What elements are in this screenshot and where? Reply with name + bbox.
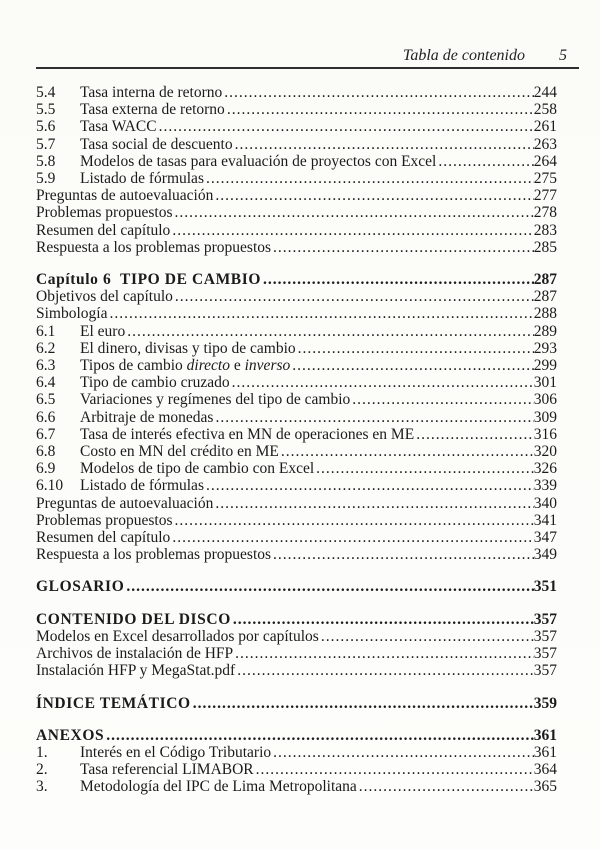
toc-leader-dots (414, 426, 534, 443)
toc-entry (36, 323, 557, 340)
toc-entry-page: 285 (533, 238, 557, 256)
toc-entry (36, 645, 557, 662)
toc-entry-number: 1. (36, 743, 48, 761)
toc-leader-dots (319, 628, 534, 645)
toc-entry (36, 529, 557, 546)
toc-entry-page: 306 (533, 391, 557, 409)
toc-entry-page: 357 (533, 662, 557, 680)
toc-section-capitulo-6 (36, 271, 557, 563)
toc-entry (36, 662, 557, 679)
toc-entry-number: 5.7 (36, 135, 56, 153)
toc-entry (36, 495, 557, 512)
header-page-number: 5 (559, 47, 567, 64)
toc-leader-dots (173, 288, 534, 305)
toc-entry (36, 578, 557, 595)
toc-entry-number: 6.6 (36, 408, 56, 426)
toc-entry-page: 263 (533, 135, 557, 153)
toc-leader-dots (231, 611, 534, 628)
toc-entry-label: Respuesta a los problemas propuestos (36, 546, 272, 564)
toc-entry-label: Preguntas de autoevaluación (36, 494, 214, 512)
toc-section-capitulo-5-cont (36, 84, 557, 256)
toc-entry (36, 118, 557, 135)
toc-entry-number: 6.2 (36, 339, 56, 357)
toc-entry (36, 546, 557, 563)
toc-leader-dots (191, 695, 534, 712)
toc-entry-page: 320 (533, 443, 557, 461)
toc-entry-page: 361 (533, 743, 557, 761)
toc-entry-label: Arbitraje de monedas (80, 408, 214, 426)
toc-entry-label: Resumen del capítulo (36, 221, 171, 239)
toc-leader-dots (213, 409, 533, 426)
toc-entry-label: Tasa interna de retorno (80, 84, 223, 101)
toc-entry-number: 6.8 (36, 443, 56, 461)
toc-entry-label: Tasa de interés efectiva en MN de operaciones en ME (80, 425, 415, 443)
toc-leader-dots (230, 374, 534, 391)
toc-entry-page: 287 (533, 271, 557, 289)
toc-entry-label: Tasa social de descuento (80, 135, 233, 153)
toc-entry-label: CONTENIDO DEL DISCO (36, 610, 231, 628)
toc-entry (36, 611, 557, 628)
toc-entry-page: 277 (533, 187, 557, 205)
toc-entry (36, 340, 557, 357)
toc-leader-dots (436, 153, 533, 170)
toc-entry-number: 6.3 (36, 357, 56, 375)
toc-entry (36, 443, 557, 460)
toc-leader-dots (170, 222, 533, 239)
toc-entry-label: Problemas propuestos (36, 511, 173, 529)
toc-leader-dots (296, 340, 534, 357)
toc-entry (36, 426, 557, 443)
toc-entry (36, 391, 557, 408)
toc-entry-label: Tipos de cambio directo e inverso (80, 357, 291, 375)
toc-entry (36, 460, 557, 477)
toc-entry-page: 275 (533, 170, 557, 188)
toc-entry (36, 153, 557, 170)
toc-leader-dots (271, 744, 534, 761)
toc-entry (36, 761, 557, 778)
toc-section-contenido-del-disco (36, 611, 557, 680)
toc-entry-page: 287 (533, 288, 557, 306)
toc-leader-dots (225, 101, 534, 118)
toc-entry-page: 301 (533, 374, 557, 392)
toc-entry-label: Simbología (36, 305, 108, 323)
toc-entry-number: 2. (36, 761, 48, 779)
toc-entry (36, 288, 557, 305)
toc-entry (36, 695, 557, 712)
toc-entry-label: Problemas propuestos (36, 204, 173, 222)
toc-leader-dots (172, 512, 533, 529)
toc-entry-page: 365 (533, 778, 557, 796)
toc-entry-page: 357 (533, 645, 557, 663)
running-header-title: Tabla de contenido (402, 47, 525, 64)
toc-section-indice-tematico (36, 695, 557, 712)
toc-leader-dots (233, 645, 534, 662)
toc-entry-label: Instalación HFP y MegaStat.pdf (36, 662, 236, 680)
toc-entry-number: 5.8 (36, 152, 56, 170)
toc-entry-label: Modelos de tasas para evaluación de proyectos con Excel (80, 152, 437, 170)
toc-entry-label: El dinero, divisas y tipo de cambio (80, 339, 296, 357)
toc-entry-label: Respuesta a los problemas propuestos (36, 238, 272, 256)
toc-entry-page: 288 (533, 305, 557, 323)
toc-leader-dots (314, 460, 534, 477)
toc-leader-dots (261, 271, 534, 288)
toc-entry (36, 357, 557, 374)
toc-entry (36, 305, 557, 322)
toc-entry-page: 351 (533, 578, 557, 596)
toc-entry-label: GLOSARIO (36, 578, 125, 596)
toc-entry-page: 261 (533, 118, 557, 136)
toc-leader-dots (213, 495, 533, 512)
toc-leader-dots (357, 778, 534, 795)
toc-entry-page: 293 (533, 339, 557, 357)
toc-entry-label: ÍNDICE TEMÁTICO (36, 694, 191, 712)
toc-entry-number: 5.6 (36, 118, 56, 136)
toc-entry (36, 204, 557, 221)
toc-entry-label: Interés en el Código Tributario (80, 743, 272, 761)
toc-entry (36, 170, 557, 187)
toc-entry-label: Modelos de tipo de cambio con Excel (80, 460, 315, 478)
toc-entry-page: 326 (533, 460, 557, 478)
toc-entry-label: Metodología del IPC de Lima Metropolitana (80, 778, 357, 796)
toc-leader-dots (125, 323, 534, 340)
toc-leader-dots (271, 239, 534, 256)
toc-entry-page: 357 (533, 610, 557, 628)
toc-leader-dots (172, 204, 533, 221)
toc-entry-label: Tasa externa de retorno (80, 101, 225, 119)
toc-entry (36, 477, 557, 494)
toc-entry (36, 84, 557, 101)
toc-entry-label: Resumen del capítulo (36, 529, 171, 547)
toc-entry-label: Listado de fórmulas (80, 477, 204, 495)
toc-entry (36, 187, 557, 204)
toc-entry-number: 5.4 (36, 84, 56, 101)
toc-entry-number: 3. (36, 778, 48, 796)
toc-entry-page: 244 (533, 84, 557, 101)
toc-entry-page: 309 (533, 408, 557, 426)
toc-entry-label: ANEXOS (36, 726, 105, 744)
toc-entry-label: Archivos de instalación de HFP (36, 645, 234, 663)
toc-entry-page: 316 (533, 425, 557, 443)
toc-leader-dots (170, 529, 533, 546)
toc-entry-page: 258 (533, 101, 557, 119)
toc-entry-label: Tasa WACC (80, 118, 157, 136)
running-header (36, 46, 579, 65)
toc-entry-label: El euro (80, 322, 126, 340)
toc-leader-dots (222, 84, 534, 101)
toc-entry-number: 6.1 (36, 322, 56, 340)
toc-entry-page: 283 (533, 221, 557, 239)
toc-entry (36, 727, 557, 744)
toc-leader-dots (233, 136, 534, 153)
toc-entry-page: 361 (533, 726, 557, 744)
toc-entry (36, 239, 557, 256)
toc-entry-page: 264 (533, 152, 557, 170)
toc-entry-number: 6.10 (36, 477, 64, 495)
toc-entry-label: Objetivos del capítulo (36, 288, 173, 306)
toc-entry-label: Capítulo 6 TIPO DE CAMBIO (36, 271, 262, 289)
toc-entry (36, 512, 557, 529)
toc-leader-dots (254, 761, 534, 778)
toc-entry (36, 409, 557, 426)
toc-entry-page: 349 (533, 546, 557, 564)
toc-entry-page: 357 (533, 627, 557, 645)
toc-leader-dots (124, 578, 533, 595)
toc-entry-number: 6.9 (36, 460, 56, 478)
toc-leader-dots (213, 187, 533, 204)
toc-leader-dots (204, 170, 534, 187)
toc-section-anexos (36, 727, 557, 796)
toc-leader-dots (104, 727, 534, 744)
toc-section-glosario (36, 578, 557, 595)
toc-entry-page: 341 (533, 511, 557, 529)
toc-entry-number: 5.9 (36, 170, 56, 188)
toc-entry-label: Costo en MN del crédito en ME (80, 443, 279, 461)
toc-entry-label: Modelos en Excel desarrollados por capítulos (36, 627, 319, 645)
toc-leader-dots (204, 477, 534, 494)
toc-entry-number: 6.7 (36, 425, 56, 443)
toc-leader-dots (290, 357, 533, 374)
toc-leader-dots (350, 391, 533, 408)
toc-entry (36, 222, 557, 239)
toc-leader-dots (279, 443, 534, 460)
toc-leader-dots (235, 662, 534, 679)
toc-entry-label: Tipo de cambio cruzado (80, 374, 230, 392)
toc-entry (36, 374, 557, 391)
toc-entry-page: 339 (533, 477, 557, 495)
toc-entry-page: 299 (533, 357, 557, 375)
toc-entry-number: 6.4 (36, 374, 56, 392)
toc-leader-dots (107, 305, 533, 322)
toc-entry (36, 778, 557, 795)
toc-leader-dots (157, 118, 534, 135)
toc-entry-label: Preguntas de autoevaluación (36, 187, 214, 205)
header-rule (36, 67, 579, 69)
toc-entry-page: 278 (533, 204, 557, 222)
toc-entry-label: Tasa referencial LIMABOR (80, 761, 254, 779)
toc-entry-page: 340 (533, 494, 557, 512)
toc-entry-label: Variaciones y regímenes del tipo de cambio (80, 391, 351, 409)
toc-leader-dots (271, 546, 534, 563)
toc-entry (36, 744, 557, 761)
toc-entry-number: 5.5 (36, 101, 56, 119)
toc-entry-page: 347 (533, 529, 557, 547)
toc-entry (36, 271, 557, 288)
toc-entry-page: 359 (533, 694, 557, 712)
toc-entry-page: 364 (533, 761, 557, 779)
toc-entry-label: Listado de fórmulas (80, 170, 204, 188)
toc-entry-page: 289 (533, 322, 557, 340)
toc-entry (36, 628, 557, 645)
toc-entry (36, 136, 557, 153)
toc (36, 84, 579, 796)
toc-entry (36, 101, 557, 118)
toc-entry-number: 6.5 (36, 391, 56, 409)
